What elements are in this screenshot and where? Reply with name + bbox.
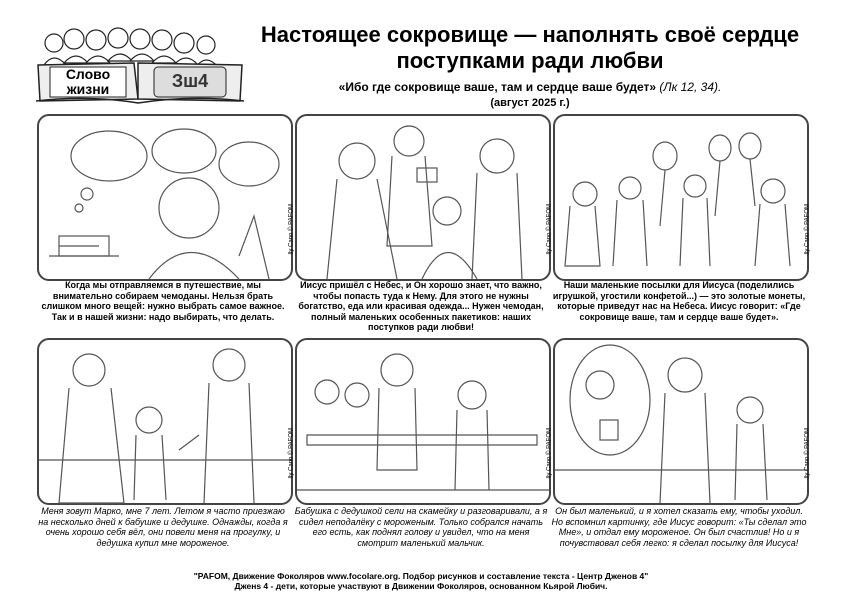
panel-3-illustration (555, 116, 807, 279)
title-line-2: поступками ради любви (396, 48, 664, 73)
panel-6-credit: Ily Cano © PAFOM (805, 428, 811, 479)
panel-5-illustration (297, 340, 549, 503)
logo-badge: Зш4 (171, 71, 209, 91)
page-title (250, 22, 810, 74)
comic-panel-1 (37, 114, 293, 281)
panel-4-caption: Меня зовут Марко, мне 7 лет. Летом я часто приезжаю на несколько дней к бабушке и дедушке. Однажды, когда я очень хорошо себя вёл, они повели меня на прогулку, и дедушка купил мне мороженое. (38, 506, 288, 548)
comic-panel-5 (295, 338, 551, 505)
logo-text-line1: Слово (65, 66, 111, 82)
panel-2-credit: Ily Cano © PAFOM (547, 204, 553, 255)
comic-panel-3 (553, 114, 809, 281)
title-line-1: Настоящее сокровище — наполнять своё сердце (260, 22, 800, 47)
footer-line-2: Дженs 4 - дети, которые участвуют в Движении Фоколяров, основанном Кьярой Любич. (234, 581, 608, 591)
panel-5-credit: Ily Cano © PAFOM (547, 428, 553, 479)
panel-1-credit: Ily Cano © PAFOM (289, 204, 295, 255)
panel-1-caption: Когда мы отправляемся в путешествие, мы внимательно собираем чемоданы. Нельзя брать слишком много вещей: нужно выбрать самое важное. Так и в нашей жизни: надо выбирать, что делать. (41, 280, 285, 322)
panel-5-caption: Бабушка с дедушкой сели на скамейку и разговаривали, а я сидел неподалёку с мороженым. Только собрался начать его есть, как поднял голову и увидел, что на меня смотрит маленький мальчик. (294, 506, 548, 548)
logo-text-line2: жизни (66, 81, 110, 97)
panel-4-credit: Ily Cano © PAFOM (289, 428, 295, 479)
panel-2-illustration (297, 116, 549, 279)
quote-reference: (Лк 12, 34). (659, 80, 722, 94)
panel-4-illustration (39, 340, 291, 503)
comic-panel-4 (37, 338, 293, 505)
bible-quote (250, 80, 810, 94)
panel-6-caption: Он был маленький, и я хотел сказать ему, чтобы уходил. Но вспомнил картинку, где Иисус говорит: «Ты сделал это Мне», и отдал ему мороженое. Он был счастлив! Но и я почувствовал себя легко: я сделал посылку для Иисуса! (551, 506, 807, 548)
panel-3-caption: Наши маленькие посылки для Иисуса (поделились игрушкой, угостили конфетой...) — это золотые монеты, которые приведут нас на Небеса. Иисус говорит: «Где сокровище ваше, там и сердце ваше будет». (552, 280, 806, 322)
comic-panel-2 (295, 114, 551, 281)
footer-line-1: "PAFOM, Движение Фоколяров www.focolare.org. Подбор рисунков и составление текста - Центр Дженов 4" (193, 571, 649, 581)
panel-2-caption: Иисус пришёл с Небес, и Он хорошо знает, что важно, чтобы попасть туда к Нему. Для этого не нужны богатство, еда или красивая одежда... Нужен чемодан, полный маленьких особенных пакетиков: наших поступков ради любви! (298, 280, 544, 332)
issue-date: (август 2025 г.) (490, 97, 570, 109)
panel-6-illustration (555, 340, 807, 503)
logo (34, 25, 249, 105)
comic-panel-6 (553, 338, 809, 505)
panel-3-credit: Ily Cano © PAFOM (805, 204, 811, 255)
panel-1-illustration (39, 116, 291, 279)
footer (60, 571, 782, 591)
quote-text: «Ибо где сокровище ваше, там и сердце ваше будет» (338, 80, 657, 94)
